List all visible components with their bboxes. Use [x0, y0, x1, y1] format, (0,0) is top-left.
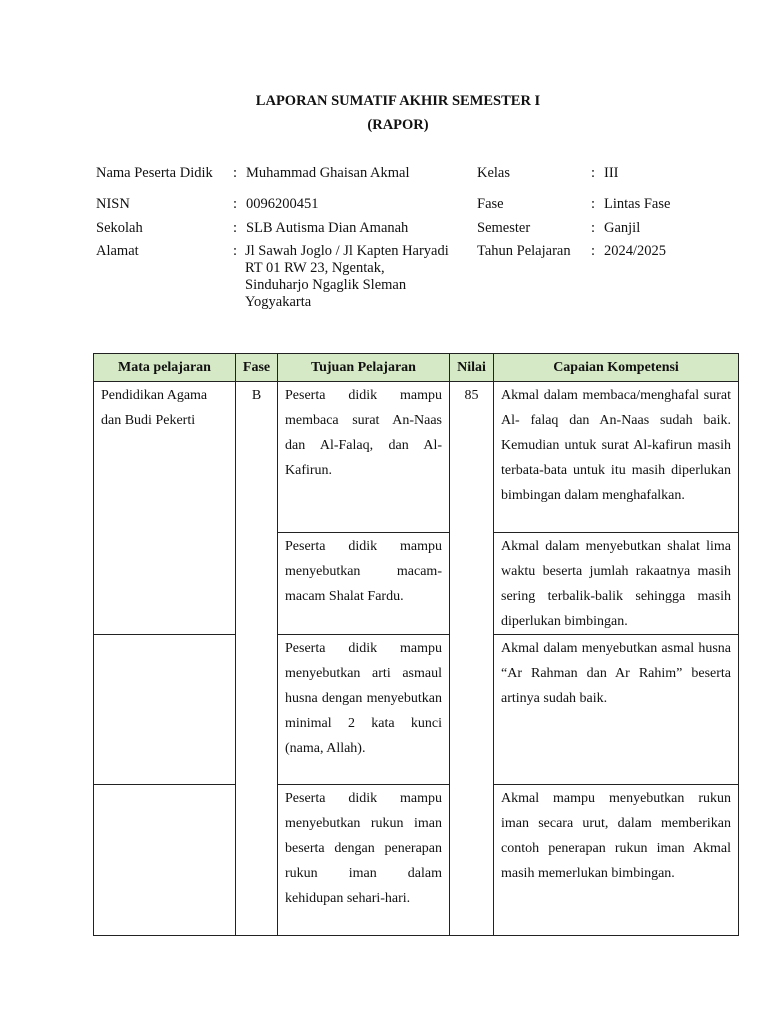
colon: :	[591, 196, 596, 212]
score-cell	[450, 382, 494, 936]
colon: :	[591, 243, 596, 259]
header-subject: Mata pelajaran	[94, 354, 236, 382]
address-line: Jl Sawah Joglo / Jl Kapten Haryadi	[245, 243, 449, 259]
table-row	[94, 635, 739, 785]
address-line: Sinduharjo Ngaglik Sleman	[245, 277, 407, 293]
objective-text: Peserta didik mampu menyebutkan arti asmaul husna dengan menyebutkan minimal 2 kata kunci (nama, Allah).	[285, 641, 442, 756]
address-value	[245, 243, 449, 311]
year-label: Tahun Pelajaran	[477, 243, 571, 259]
colon: :	[591, 165, 596, 181]
phase-value: Lintas Fase	[604, 196, 671, 212]
colon: :	[591, 220, 596, 236]
colon: :	[233, 196, 238, 212]
objective-text: Peserta didik mampu menyebutkan macam-macam Shalat Fardu.	[285, 539, 442, 604]
header-objective: Tujuan Pelajaran	[278, 354, 450, 382]
subject-cell	[94, 382, 236, 635]
year-value: 2024/2025	[604, 243, 667, 259]
semester-value: Ganjil	[604, 220, 641, 236]
header-phase: Fase	[236, 354, 278, 382]
address-line: RT 01 RW 23, Ngentak,	[245, 260, 385, 276]
subject-text: Pendidikan Agama dan Budi Pekerti	[101, 388, 208, 428]
class-label: Kelas	[477, 165, 511, 181]
achievement-cell	[494, 533, 739, 635]
semester-label: Semester	[477, 220, 531, 236]
phase-text: B	[251, 388, 262, 403]
objective-cell	[278, 533, 450, 635]
table-header-row	[94, 354, 739, 382]
achievement-text: Akmal mampu menyebutkan rukun iman secara urut, dalam memberikan contoh penerapan rukun iman Akmal masih memerlukan bimbingan.	[501, 791, 731, 881]
nisn-value: 0096200451	[246, 196, 319, 212]
objective-text: Peserta didik mampu menyebutkan rukun iman beserta dengan penerapan rukun iman dalam kehidupan sehari-hari.	[285, 791, 442, 906]
colon: :	[233, 243, 238, 259]
table-row	[94, 382, 739, 533]
colon: :	[233, 220, 238, 236]
school-label: Sekolah	[96, 220, 143, 236]
address-line: Yogyakarta	[245, 294, 312, 310]
competency-table	[93, 353, 739, 936]
nisn-label: NISN	[96, 196, 130, 212]
address-label: Alamat	[96, 243, 139, 259]
subject-cell-empty	[94, 635, 236, 785]
achievement-cell	[494, 382, 739, 533]
achievement-text: Akmal dalam membaca/menghafal surat Al- falaq dan An-Naas sudah baik. Kemudian untuk surat Al-kafirun masih terbata-bata untuk itu masih diperlukan bimbingan dalam menghafalkan.	[501, 388, 731, 503]
achievement-text: Akmal dalam menyebutkan asmal husna “Ar Rahman dan Ar Rahim” beserta artinya sudah baik.	[501, 641, 731, 706]
report-subtitle: (RAPOR)	[367, 117, 429, 133]
report-title: LAPORAN SUMATIF AKHIR SEMESTER I	[255, 93, 541, 109]
objective-cell	[278, 635, 450, 785]
objective-text: Peserta didik mampu membaca surat An-Naas dan Al-Falaq, dan Al-Kafirun.	[285, 388, 442, 478]
phase-label: Fase	[477, 196, 504, 212]
phase-cell	[236, 382, 278, 936]
achievement-cell	[494, 635, 739, 785]
name-value: Muhammad Ghaisan Akmal	[246, 165, 410, 181]
score-text: 85	[464, 388, 479, 403]
objective-cell	[278, 785, 450, 936]
header-achievement: Capaian Kompetensi	[494, 354, 739, 382]
subject-cell-empty	[94, 785, 236, 936]
header-score: Nilai	[450, 354, 494, 382]
table-row	[94, 785, 739, 936]
colon: :	[233, 165, 238, 181]
school-value: SLB Autisma Dian Amanah	[246, 220, 409, 236]
name-label: Nama Peserta Didik	[96, 165, 213, 181]
objective-cell	[278, 382, 450, 533]
achievement-cell	[494, 785, 739, 936]
achievement-text: Akmal dalam menyebutkan shalat lima waktu beserta jumlah rakaatnya masih sering terbalik-balik sehingga masih diperlukan bimbingan.	[501, 539, 731, 629]
class-value: III	[604, 165, 619, 181]
